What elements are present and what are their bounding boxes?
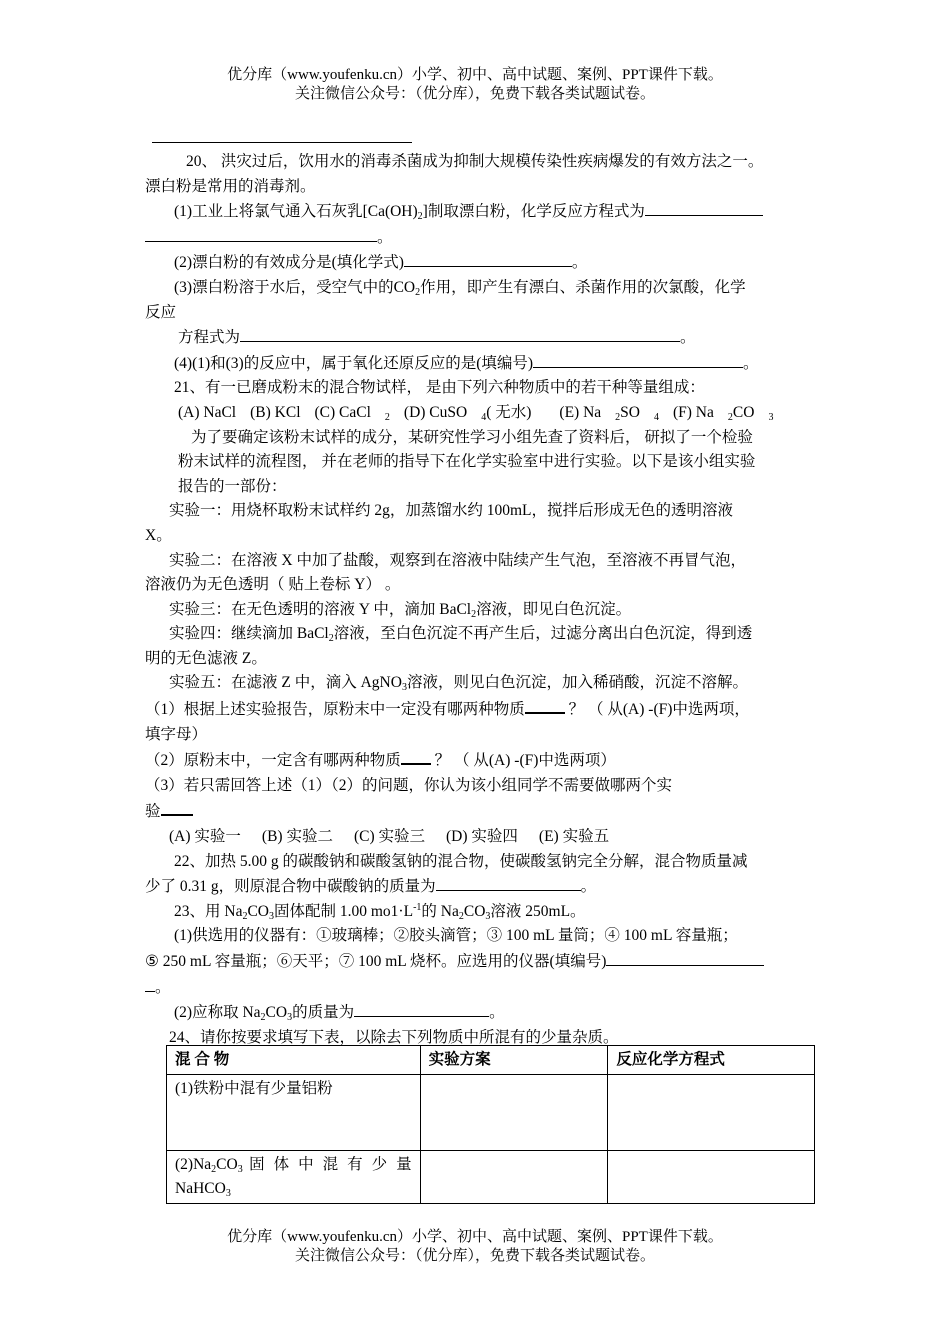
answer-blank[interactable] xyxy=(145,975,155,992)
q21-sub-question-1: （1）根据上述实验报告，原粉末中一定没有哪两种物质 ？ （ 从(A) -(F)中选两项， xyxy=(145,696,817,723)
mixture-cell: (1)铁粉中混有少量铝粉 xyxy=(167,1075,421,1151)
answer-blank[interactable] xyxy=(240,325,680,342)
experiment-2-cont: 溶液仍为无色透明（ 贴上卷标 Y） 。 xyxy=(145,576,401,594)
mixture-cell: $(2)Na_2CO_3$ 固 体 中 混 有 少 量 NaHCO$_3$ xyxy=(167,1151,421,1204)
q20-part-4: (4)(1)和(3)的反应中，属于氧化还原反应的是(填编号) 。 xyxy=(145,351,817,377)
answer-blank[interactable] xyxy=(436,874,581,891)
q21-paragraph-2: 粉末试样的流程图， 并在老师的指导下在化学实验室中进行实验。以下是该小组实验 xyxy=(178,453,756,471)
equation-cell[interactable] xyxy=(608,1075,815,1151)
option-c: (C) CaCl $_2$ xyxy=(314,403,390,423)
footer-line-1: 优分库（www.youfenku.cn）小学、初中、高中试题、案例、PPT课件下载。 xyxy=(227,1229,723,1245)
question-23 xyxy=(145,900,817,1051)
q20-part-1: (1)工业上将氯气通入石灰乳$[Ca(OH)_2]$制取漂白粉，化学反应方程式为 xyxy=(145,199,817,225)
answer-blank[interactable] xyxy=(533,351,743,368)
experiment-2: 实验二：在溶液 X 中加了盐酸，观察到在溶液中陆续产生气泡，至溶液不再冒气泡， xyxy=(169,551,746,569)
header-line-2: 关注微信公众号：（优分库），免费下载各类试题试卷。 xyxy=(294,86,655,102)
answer-blank[interactable] xyxy=(606,949,764,966)
question-20 xyxy=(145,150,817,376)
footer-line-2: 关注微信公众号：（优分库），免费下载各类试题试卷。 xyxy=(294,1248,655,1264)
option-f: (F) Na $_2$CO $_3$ xyxy=(672,403,774,423)
header-line-1: 优分库（www.youfenku.cn）小学、初中、高中试题、案例、PPT课件下载。 xyxy=(227,67,723,83)
q22-line-1: 22、加热 5.00 g 的碳酸钠和碳酸氢钠的混合物，使碳酸氢钠完全分解，混合物质量减 xyxy=(174,852,748,870)
q21-substance-options xyxy=(145,401,817,426)
answer-blank[interactable] xyxy=(404,250,572,267)
experiment-5: 实验五：在滤液 Z 中，滴入 AgNO$_3$溶液，则见白色沉淀，加入稀硝酸，沉淀不溶解。 xyxy=(169,674,748,694)
answer-blank[interactable] xyxy=(161,798,193,816)
q21-sub-question-3: （3）若只需回答上述（1）（2）的问题，你认为该小组同学不需要做哪两个实 xyxy=(145,776,673,794)
experiment-1: 实验一：用烧杯取粉末试样约 2g，加蒸馏水约 100mL，搅拌后形成无色的透明溶液 xyxy=(169,502,734,520)
q20-part-2: (2)漂白粉的有效成分是(填化学式) 。 xyxy=(145,250,817,276)
experiment-options xyxy=(145,825,817,850)
experiment-3: 实验三：在无色透明的溶液 Y 中，滴加 BaCl$_2$溶液，即见白色沉淀。 xyxy=(169,600,632,620)
option-a: (A) NaCl xyxy=(178,403,237,421)
table-header-method: 实验方案 xyxy=(420,1046,608,1075)
question-21 xyxy=(145,376,817,849)
answer-blank[interactable] xyxy=(145,225,377,242)
equation-cell[interactable] xyxy=(608,1151,815,1204)
q20-part-1-cont: 。 xyxy=(145,225,817,251)
q21-paragraph-3: 报告的一部份： xyxy=(178,477,287,495)
question-22 xyxy=(145,850,817,900)
q22-line-2: 少了 0.31 g，则原混合物中碳酸钠的质量为 。 xyxy=(145,874,817,900)
answer-blank[interactable] xyxy=(401,747,431,765)
answer-blank[interactable] xyxy=(645,199,763,216)
page-header xyxy=(0,66,950,104)
experiment-1-cont: X。 xyxy=(145,526,172,544)
table-header-row xyxy=(167,1046,815,1075)
q20-part-3-equation: 方程式为 。 xyxy=(145,325,817,351)
q20-intro: 20、 洪灾过后，饮用水的消毒杀菌成为抑制大规模传染性疾病爆发的有效方法之一。 xyxy=(186,153,764,170)
exp-option-a: (A) 实验一 xyxy=(169,828,241,846)
document-body xyxy=(145,150,817,1050)
table-row xyxy=(167,1151,815,1204)
exp-option-b: (B) 实验二 xyxy=(261,828,333,846)
method-cell[interactable] xyxy=(420,1075,608,1151)
experiment-4-cont: 明的无色滤液 Z。 xyxy=(145,649,267,667)
option-d: (D) CuSO $_4$( 无水) xyxy=(403,403,532,423)
q20-intro-cont: 漂白粉是常用的消毒剂。 xyxy=(145,177,316,195)
q20-part-3-cont: 反应 xyxy=(145,303,177,321)
exp-option-c: (C) 实验三 xyxy=(353,828,425,846)
exp-option-d: (D) 实验四 xyxy=(446,828,518,846)
q21-intro: 21、有一已磨成粉末的混合物试样， 是由下列六种物质中的若干种等量组成： xyxy=(174,379,705,397)
q21-paragraph-1: 为了要确定该粉末试样的成分，某研究性学习小组先查了资料后， 研拟了一个检验 xyxy=(191,428,753,446)
table-row xyxy=(167,1075,815,1151)
table-header-mixture: 混 合 物 xyxy=(167,1046,421,1075)
experiment-4: 实验四：继续滴加 BaCl$_2$溶液，至白色沉淀不再产生后，过滤分离出白色沉淀，得到透 xyxy=(169,625,753,645)
q23-part-1-cont2: 。 xyxy=(145,975,817,1001)
page-footer xyxy=(0,1228,950,1266)
q24-intro: 24、请你按要求填写下表，以除去下列物质中所混有的少量杂质。 xyxy=(169,1028,619,1046)
option-b: (B) KCl xyxy=(250,403,301,421)
option-e: (E) Na $_2$SO $_4$ xyxy=(559,403,659,423)
q21-sub-question-3-cont: 验 xyxy=(145,798,817,825)
top-rule xyxy=(152,142,412,143)
q20-part-3: (3)漂白粉溶于水后，受空气中的$CO_2$作用，即产生有漂白、杀菌作用的次氯酸，化学 xyxy=(174,278,746,298)
table-header-equation: 反应化学方程式 xyxy=(608,1046,815,1075)
method-cell[interactable] xyxy=(420,1151,608,1204)
q23-part-1: (1)供选用的仪器有：①玻璃棒；②胶头滴管；③ 100 mL 量筒；④ 100 mL 容量瓶； xyxy=(174,927,738,945)
q23-part-1-cont: ⑤ 250 mL 容量瓶；⑥天平；⑦ 100 mL 烧杯。应选用的仪器(填编号) xyxy=(145,949,817,975)
q21-sub-question-1-cont: 填字母） xyxy=(145,725,208,743)
q21-sub-question-2: （2）原粉末中，一定含有哪两种物质 ？ （ 从(A) -(F)中选两项） xyxy=(145,747,817,774)
answer-blank[interactable] xyxy=(354,1000,489,1017)
answer-blank[interactable] xyxy=(525,696,565,714)
exp-option-e: (E) 实验五 xyxy=(538,828,610,846)
q23-part-2: (2)应称取 $Na_2CO_3$的质量为 。 xyxy=(145,1000,817,1026)
q23-intro: 23、用 $Na_2CO_3$固体配制 1.00 $mo1\cdot L^{-1}$的 $Na_2CO_3$溶液 250mL。 xyxy=(174,901,586,922)
q24-table xyxy=(166,1045,815,1204)
